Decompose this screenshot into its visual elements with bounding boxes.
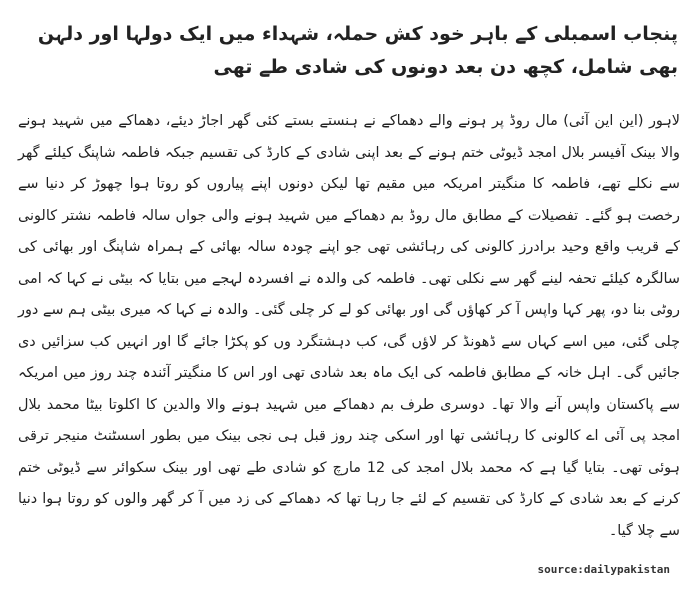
article-headline: پنجاب اسمبلی کے باہر خود کش حملہ، شہداء میں ایک دولہا اور دلہن بھی شامل، کچھ دن بعد دونوں کی شادی طے تھی — [37, 23, 678, 78]
article-body: لاہور (این این آئی) مال روڈ پر ہونے والے دھماکے نے ہنستے بستے کئی گھر اجاڑ دیئے، دھماکے میں شہید ہونے والا بینک آفیسر بلال امجد ڈیوٹی ختم ہونے کے بعد اپنی شادی کے کارڈ کی تقسیم جبکہ فاطمہ شاپنگ کیلئے گھر سے نکلے تھے، فاطمہ کا منگیتر امریکہ میں مقیم تھا لیکن دونوں اپنے پیاروں کو روتا ہوا چھوڑ کر دنیا سے رخصت ہو گئے۔ تفصیلات کے مطابق مال روڈ بم دھماکے میں شہید ہونے والی جواں سالہ فاطمہ نشتر کالونی کے قریب واقع وحید برادرز کالونی کی رہائشی تھی جو اپنے چودہ سالہ بھائی کے ہمراہ شاپنگ اور بھائی کی سالگرہ کیلئے تحفہ لینے گھر سے نکلی تھی۔ فاطمہ کی والدہ نے افسردہ لہجے میں بتایا کہ بیٹی نے کہا کہ امی روٹی بنا دو، پھر کہا واپس آ کر کھاؤں گی اور بھائی کو لے کر چلی گئی۔ والدہ نے کہا کہ میری بیٹی ہم سے دور چلی گئی، میں اسے کہاں سے ڈھونڈ کر لاؤں گی، کب دہشتگرد وں کو پکڑا جائے گا اور انہیں کب سزائیں دی جائیں گی۔ اہل خانہ کے مطابق فاطمہ کی ایک ماہ بعد شادی تھی اور اس کا منگیتر آئندہ چند روز میں امریکہ سے پاکستان واپس آنے والا تھا۔ دوسری طرف بم دھماکے میں شہید ہونے والا والدین کا اکلوتا بیٹا محمد بلال امجد پی آئی اے کالونی کا رہائشی تھا اور اسکی چند روز قبل ہی نجی بینک میں بطور اسسٹنٹ منیجر ترقی ہوئی تھی۔ بتایا گیا ہے کہ محمد بلال امجد کی 12 مارچ کو شادی طے تھی اور بینک سکوائر سے ڈیوٹی ختم کرنے کے بعد شادی کے کارڈ کی تقسیم کے لئے جا رہا تھا کہ دھماکے کی زد میں آ کر گھر والوں کو روتا ہوا دنیا سے چلا گیا۔ — [18, 113, 680, 539]
source-credit: source:dailypakistan — [537, 563, 670, 576]
